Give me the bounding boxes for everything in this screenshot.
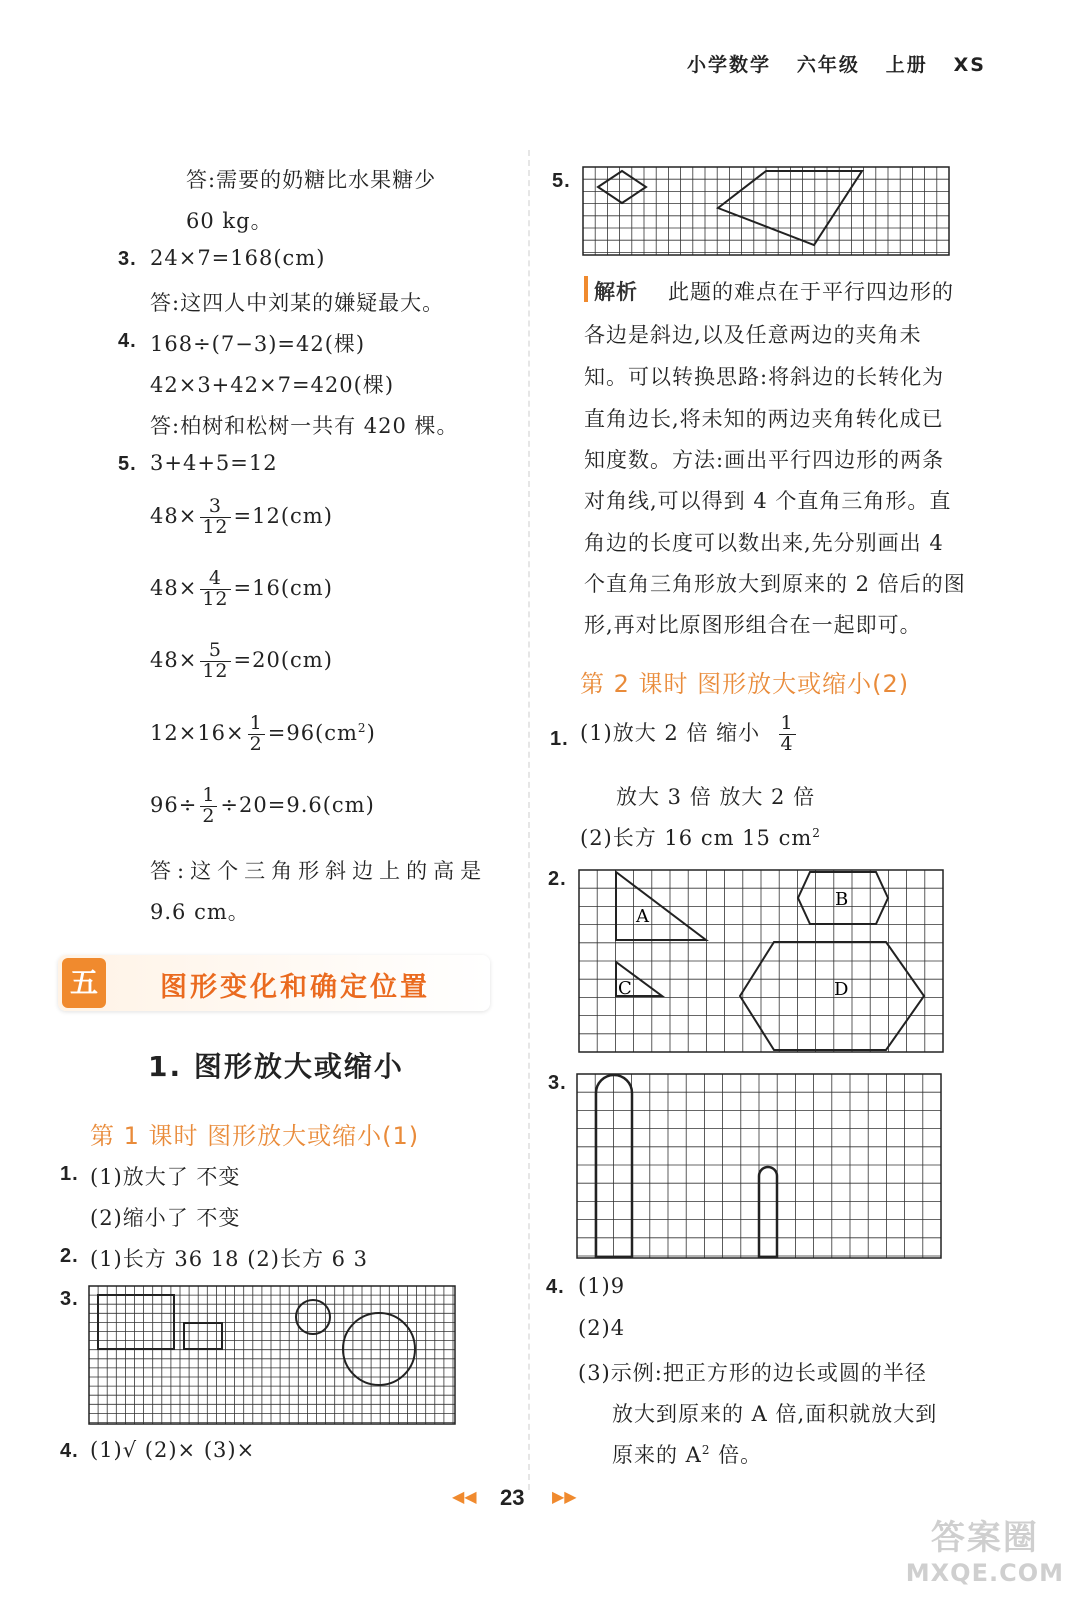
calc-part: ÷20=9.6(cm) bbox=[220, 792, 375, 817]
numerator: 5 bbox=[200, 641, 230, 662]
numerator: 1 bbox=[249, 712, 263, 734]
question-number: 3. bbox=[548, 1072, 567, 1094]
small-arch bbox=[759, 1167, 777, 1257]
denominator: 2 bbox=[202, 804, 216, 827]
denominator: 12 bbox=[202, 587, 229, 610]
grid-figure-arches bbox=[576, 1073, 942, 1259]
calc-line: 24×7=168(cm) bbox=[150, 246, 326, 270]
small-circle bbox=[296, 1300, 330, 1334]
answer-part: (2)长方 16 cm 15 cm bbox=[580, 826, 813, 850]
unit-title: 图形变化和确定位置 bbox=[160, 972, 430, 1003]
fraction-calc bbox=[150, 569, 333, 610]
shape-label-a: A bbox=[636, 906, 649, 927]
answer-text: 答:这个三角形斜边上的高是 bbox=[150, 859, 488, 883]
answer-text: (1)√ (2)× (3)× bbox=[90, 1438, 256, 1462]
answer-text: (1)长方 36 18 (2)长方 6 3 bbox=[90, 1247, 369, 1271]
answer-part: 倍。 bbox=[710, 1443, 763, 1467]
grid-figure-parallelograms bbox=[582, 166, 950, 256]
question-number: 2. bbox=[60, 1245, 79, 1267]
next-page-arrows[interactable]: ▶▶ bbox=[552, 1489, 577, 1506]
question-number: 4. bbox=[118, 330, 137, 352]
grid-figure-shapes-abcd bbox=[578, 869, 944, 1053]
calc-part: 96÷ bbox=[150, 792, 198, 817]
question-number: 1. bbox=[60, 1163, 79, 1185]
question-number: 2. bbox=[548, 868, 567, 890]
section-title: 1. 图形放大或缩小 bbox=[148, 1050, 404, 1083]
answer-text: 60 kg。 bbox=[186, 209, 273, 233]
prev-page-arrows[interactable]: ◀◀ bbox=[452, 1489, 477, 1506]
question-number: 4. bbox=[60, 1440, 79, 1462]
calc-part: ) bbox=[366, 720, 376, 745]
answer-text: 答:这四人中刘某的嫌疑最大。 bbox=[150, 291, 445, 315]
calc-line: 42×3+42×7=420(棵) bbox=[150, 373, 395, 397]
analysis-text: 形,再对比原图形组合在一起即可。 bbox=[584, 613, 922, 637]
header-grade: 六年级 bbox=[796, 54, 860, 76]
answer-text bbox=[612, 1439, 762, 1469]
answer-part: 原来的 A bbox=[612, 1443, 702, 1467]
answer-text: (1)9 bbox=[578, 1274, 626, 1298]
calc-part: 12×16× bbox=[150, 720, 245, 745]
answer-text: (1)放大了 不变 bbox=[90, 1165, 241, 1189]
denominator: 12 bbox=[202, 659, 229, 682]
fraction bbox=[200, 641, 230, 682]
numerator: 1 bbox=[780, 712, 794, 734]
analysis-text: 此题的难点在于平行四边形的 bbox=[668, 280, 954, 304]
grid-lines bbox=[89, 1286, 455, 1424]
question-number: 5. bbox=[552, 170, 571, 192]
fraction-calc bbox=[150, 497, 333, 538]
lesson-title: 第 1 课时 图形放大或缩小(1) bbox=[90, 1122, 420, 1150]
answer-part: (1)放大 2 倍 缩小 bbox=[580, 720, 761, 745]
question-number: 5. bbox=[118, 453, 137, 475]
analysis-text: 对角线,可以得到 4 个直角三角形。直 bbox=[584, 489, 952, 513]
watermark-url: MXQE.COM bbox=[905, 1559, 1064, 1587]
large-arch bbox=[596, 1075, 632, 1257]
analysis-text: 各边是斜边,以及任意两边的夹角未 bbox=[584, 323, 922, 347]
superscript: 2 bbox=[701, 1443, 711, 1457]
numerator: 1 bbox=[202, 784, 216, 806]
answer-text: 答:柏树和松树一共有 420 棵。 bbox=[150, 414, 459, 438]
fraction-calc bbox=[150, 714, 376, 755]
fraction-calc bbox=[150, 641, 333, 682]
calc-part: =16(cm) bbox=[233, 575, 333, 600]
calc-part: =96(cm bbox=[267, 720, 358, 745]
numerator: 3 bbox=[200, 497, 230, 518]
analysis-marker bbox=[584, 276, 588, 302]
shape-label-b: B bbox=[835, 889, 849, 910]
question-number: 3. bbox=[60, 1288, 79, 1310]
header-edition: XS bbox=[953, 54, 986, 76]
header-volume: 上册 bbox=[885, 54, 928, 76]
superscript: 2 bbox=[812, 826, 821, 840]
grid-figure-circles bbox=[88, 1285, 456, 1425]
calc-part: =12(cm) bbox=[233, 503, 333, 528]
calc-part: 48× bbox=[150, 647, 198, 672]
analysis-text: 个直角三角形放大到原来的 2 倍后的图 bbox=[584, 572, 966, 596]
large-circle bbox=[343, 1313, 415, 1385]
calc-line: 3+4+5=12 bbox=[150, 451, 278, 475]
page-header bbox=[687, 50, 986, 77]
answer-text: 9.6 cm。 bbox=[150, 900, 250, 924]
lesson-title: 第 2 课时 图形放大或缩小(2) bbox=[580, 670, 910, 698]
fraction bbox=[200, 497, 230, 538]
fraction bbox=[779, 714, 796, 755]
column-divider bbox=[528, 150, 530, 1490]
unit-number-badge: 五 bbox=[62, 958, 106, 1008]
analysis-text: 角边的长度可以数出来,先分别画出 4 bbox=[584, 531, 944, 555]
calc-part: 48× bbox=[150, 503, 198, 528]
answer-text: 答:需要的奶糖比水果糖少 bbox=[186, 168, 437, 192]
calc-part: 48× bbox=[150, 575, 198, 600]
answer-text bbox=[580, 714, 799, 755]
analysis-text: 知度数。方法:画出平行四边形的两条 bbox=[584, 448, 945, 472]
question-number: 3. bbox=[118, 248, 137, 270]
fraction bbox=[248, 714, 265, 755]
fraction bbox=[200, 569, 230, 610]
analysis-text: 知。可以转换思路:将斜边的长转化为 bbox=[584, 365, 945, 389]
answer-text: (3)示例:把正方形的边长或圆的半径 bbox=[578, 1361, 927, 1385]
fraction bbox=[200, 786, 217, 827]
answer-text: 放大到原来的 A 倍,面积就放大到 bbox=[612, 1402, 938, 1426]
answer-text: (2)缩小了 不变 bbox=[90, 1206, 241, 1230]
shape-label-d: D bbox=[834, 979, 849, 1000]
grid-lines bbox=[583, 167, 949, 255]
page-number: 23 bbox=[500, 1485, 525, 1510]
answer-text bbox=[580, 822, 821, 852]
denominator: 4 bbox=[780, 732, 794, 755]
analysis-text: 直角边长,将未知的两边夹角转化成已 bbox=[584, 407, 944, 431]
denominator: 12 bbox=[202, 515, 229, 538]
watermark-logo: 答案圈 bbox=[930, 1518, 1039, 1558]
numerator: 4 bbox=[200, 569, 230, 590]
answer-text: (2)4 bbox=[578, 1316, 626, 1340]
watermark bbox=[906, 1510, 1064, 1587]
shape-label-c: C bbox=[618, 978, 632, 999]
small-rhombus bbox=[598, 171, 646, 203]
denominator: 2 bbox=[249, 732, 263, 755]
superscript: 2 bbox=[357, 720, 367, 735]
question-number: 4. bbox=[546, 1276, 565, 1298]
calc-line: 168÷(7−3)=42(棵) bbox=[150, 332, 366, 356]
question-number: 1. bbox=[550, 728, 569, 750]
header-subject: 小学数学 bbox=[687, 54, 772, 76]
analysis-label: 解析 bbox=[594, 280, 638, 304]
answer-text: 放大 3 倍 放大 2 倍 bbox=[616, 785, 816, 809]
calc-part: =20(cm) bbox=[233, 647, 333, 672]
fraction-calc bbox=[150, 786, 375, 827]
